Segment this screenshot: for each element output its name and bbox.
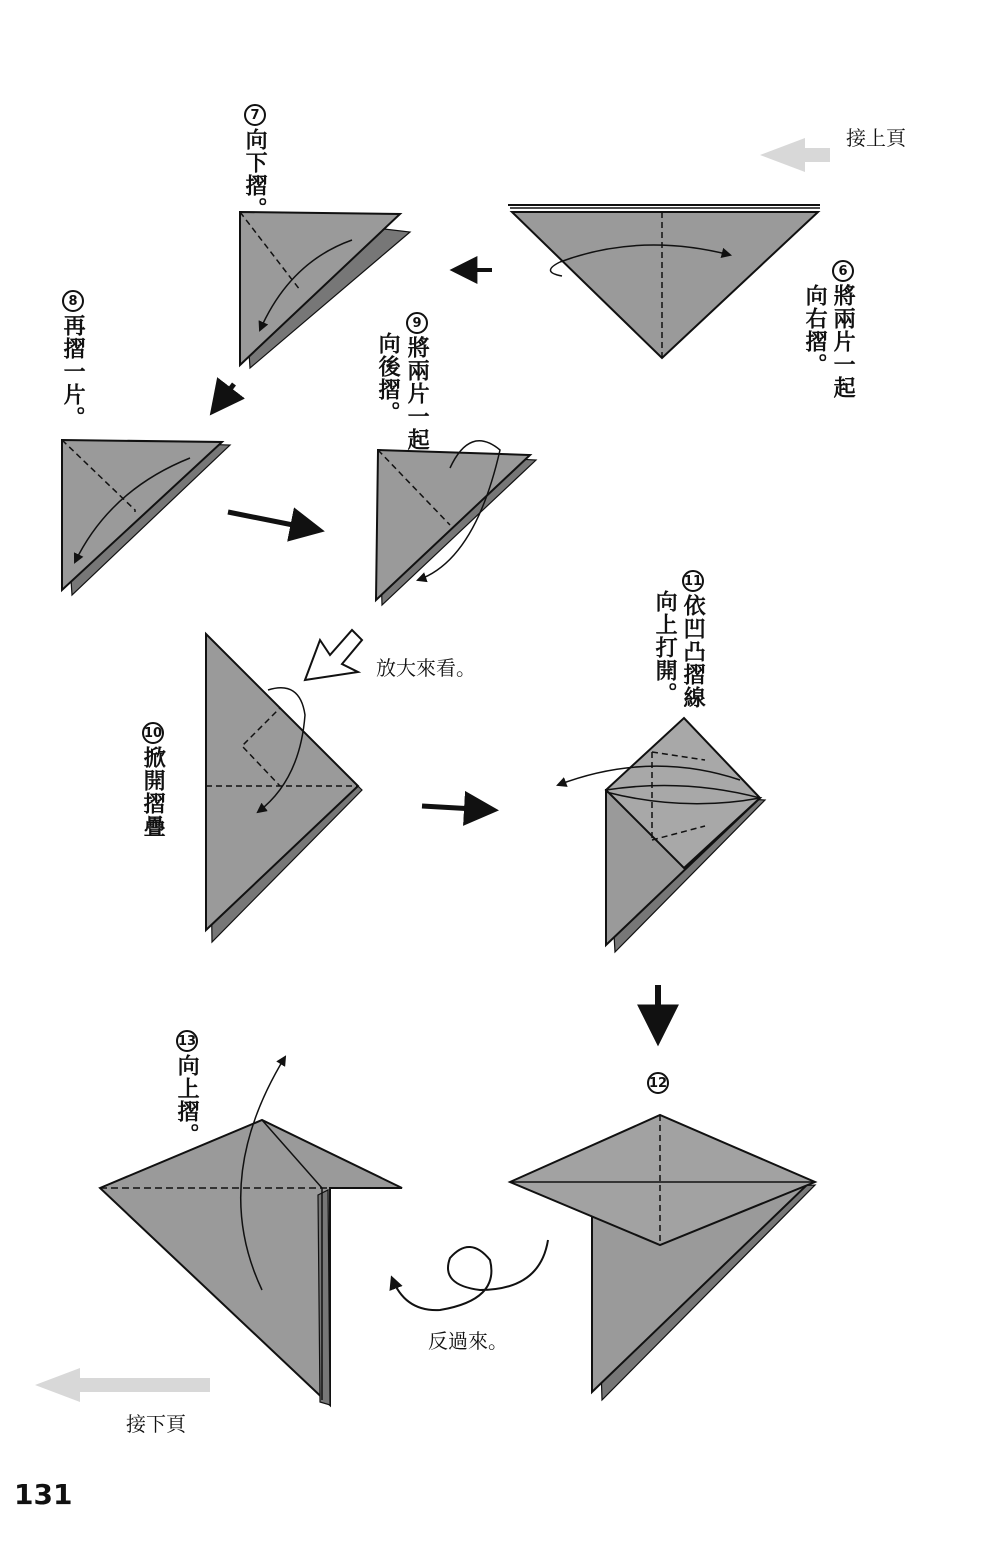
step-6-number: 6 — [832, 260, 854, 282]
flip-arrow — [392, 1240, 548, 1310]
page-number: 131 — [14, 1478, 73, 1511]
step-6-instruction-line-1: 將兩片一起 — [830, 284, 856, 399]
step-8-figure — [62, 440, 230, 595]
arrow-7-to-8 — [214, 384, 234, 410]
step-13-figure — [100, 1057, 402, 1405]
step-9-figure — [376, 441, 536, 605]
step-11-number: 11 — [682, 570, 704, 592]
prev-page-label[interactable]: 接上頁 — [846, 126, 906, 150]
arrow-10-to-11 — [422, 806, 492, 810]
step-10-instruction: 掀開摺疊 — [140, 746, 166, 838]
step-8-instruction: 再摺一片。 — [60, 314, 86, 429]
step-11-figure — [558, 718, 765, 952]
arrow-8-to-9 — [228, 512, 318, 530]
step-13-instruction: 向上摺。 — [174, 1054, 200, 1146]
step-9-instruction-line-2: 向後摺。 — [375, 332, 401, 424]
step-9-instruction-line-1: 將兩片一起 — [404, 336, 430, 451]
next-page-arrow[interactable] — [35, 1368, 210, 1402]
zoom-note: 放大來看。 — [376, 656, 476, 680]
step-7-number: 7 — [244, 104, 266, 126]
step-8-number: 8 — [62, 290, 84, 312]
step-9-number: 9 — [406, 312, 428, 334]
step-12-figure — [510, 1115, 815, 1400]
step-12-number: 12 — [647, 1072, 669, 1094]
flip-note: 反過來。 — [428, 1329, 508, 1353]
prev-page-arrow[interactable] — [760, 138, 830, 172]
step-10-figure — [206, 634, 362, 942]
step-13-number: 13 — [176, 1030, 198, 1052]
next-page-label[interactable]: 接下頁 — [126, 1412, 186, 1436]
step-6-instruction-line-2: 向右摺。 — [802, 284, 828, 376]
step-7-instruction: 向下摺。 — [242, 128, 268, 220]
step-11-instruction-line-1: 依凹凸摺線 — [680, 594, 706, 709]
step-6-figure — [508, 205, 820, 358]
zoom-arrow — [305, 630, 362, 680]
step-10-number: 10 — [142, 722, 164, 744]
step-11-instruction-line-2: 向上打開。 — [652, 590, 678, 705]
